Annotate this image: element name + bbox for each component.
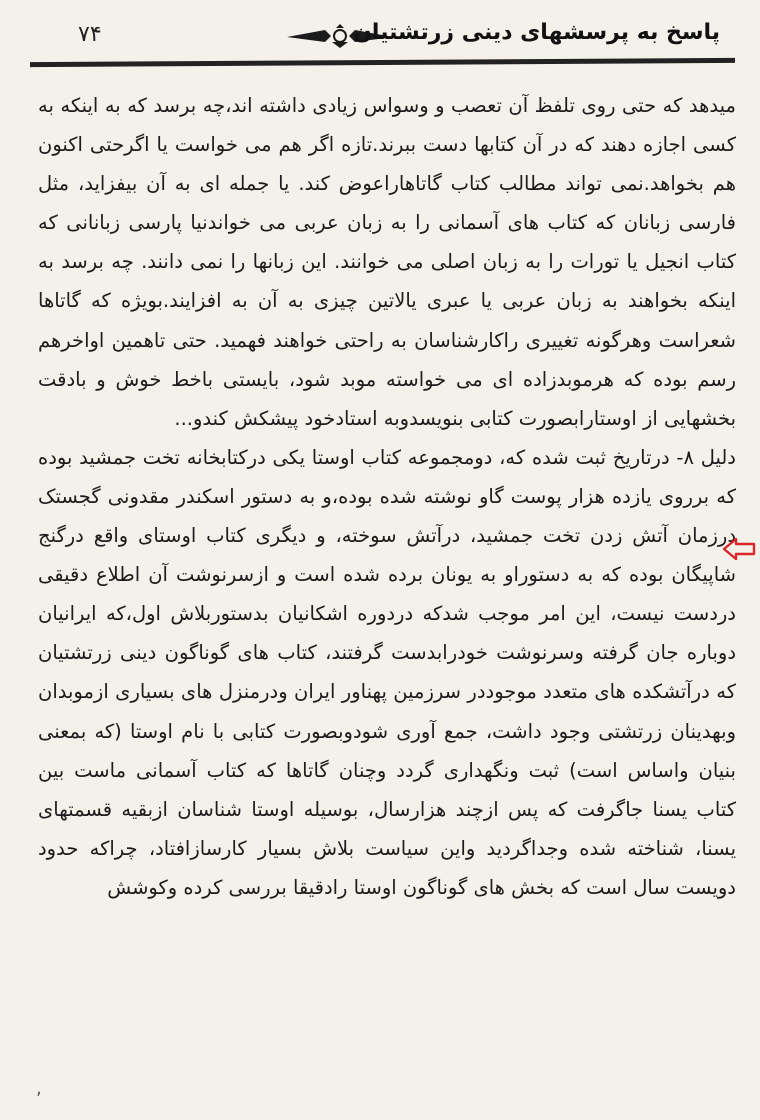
hand-drawn-arrow-icon xyxy=(722,536,756,562)
paragraph-intro: میدهد که حتی روی تلفظ آن تعصب و وسواس زیادی داشته اند،چه برسد که به اینکه به کسی اجازه دهند که در آن کتابها دست ببرند.تازه اگر هم می خواست یا اگرحتی اکنون هم بخواهد.نمی تواند مطالب کتاب گاتاهاراعوض کند. یا جمله ای به آن بیفزاید، مثل فارسی زبانان که کتاب های آسمانی را به زبان عربی می خواندنیا پارسی زبانانی که کتاب انجیل یا تورات را به زبان اصلی می خوانند. این زبانها را نمی دانند. چه برسد به اینکه بخواهند به زبان عربی یا عبری یالاتین چیزی به آن به افزایند.بویژه که گاتاها شعراست وهرگونه تغییری راکارشناسان به راحتی خواهند فهمید. حتی تاهمین اواخرهم رسم بوده که هرموبدزاده ای می خواسته موبد شود، بایستی باخط خوش و بادقت بخشهایی از اوستارابصورت کتابی بنویسدوبه استادخود پیشکش کندو... xyxy=(38,94,736,430)
page-body xyxy=(38,86,736,907)
paragraph-reason-8: دلیل ۸- درتاریخ ثبت شده که، دومجموعه کتاب اوستا یکی درکتابخانه تخت جمشید بوده که برروی یازده هزار پوست گاو نوشته شده بوده،و به دستور اسکندر مقدونی گجستک درزمان آتش زدن تخت جمشید، درآتش سوخته، و دیگری کتاب اوستای واقع درگنج شاپیگان بوده که به دستوراو به یونان برده شده است و ازسرنوشت آن اطلاع دقیقی دردست نیست، این امر موجب شدکه دردوره اشکانیان بدستوربلاش اول،که ایرانیان دوباره جان گرفته وسرنوشت خودرابدست گرفتند، کتاب های گوناگون دینی زرتشتیان که درآتشکده های متعدد موجوددر سرزمین پهناور ایران ودرمنزل های بسیاری ازموبدان وبهدینان زرتشتی وجود داشت، جمع آوری شودوبصورت کتابی با نام اوستا (که بمعنی بنیان واساس است) ثبت ونگهداری گردد وچنان گاتاها که کتاب آسمانی ماست بین کتاب یسنا جاگرفت که پس ازچند هزارسال، بوسیله اوستا شناسان ازبقیه قسمتهای یسنا، شناخته شده وجداگردید واین سیاست بلاش بسیار کارسازافتاد، چراکه حدود دویست سال است که بخش های گوناگون اوستا رادقیقا بررسی کرده وکوشش xyxy=(38,445,736,899)
running-title: پاسخ به پرسشهای دینی زرتشتیان xyxy=(353,20,720,45)
page-header xyxy=(0,0,760,72)
header-rule xyxy=(30,58,735,67)
page-number: ۷۴ xyxy=(78,22,102,47)
margin-mark: , xyxy=(36,1078,42,1099)
